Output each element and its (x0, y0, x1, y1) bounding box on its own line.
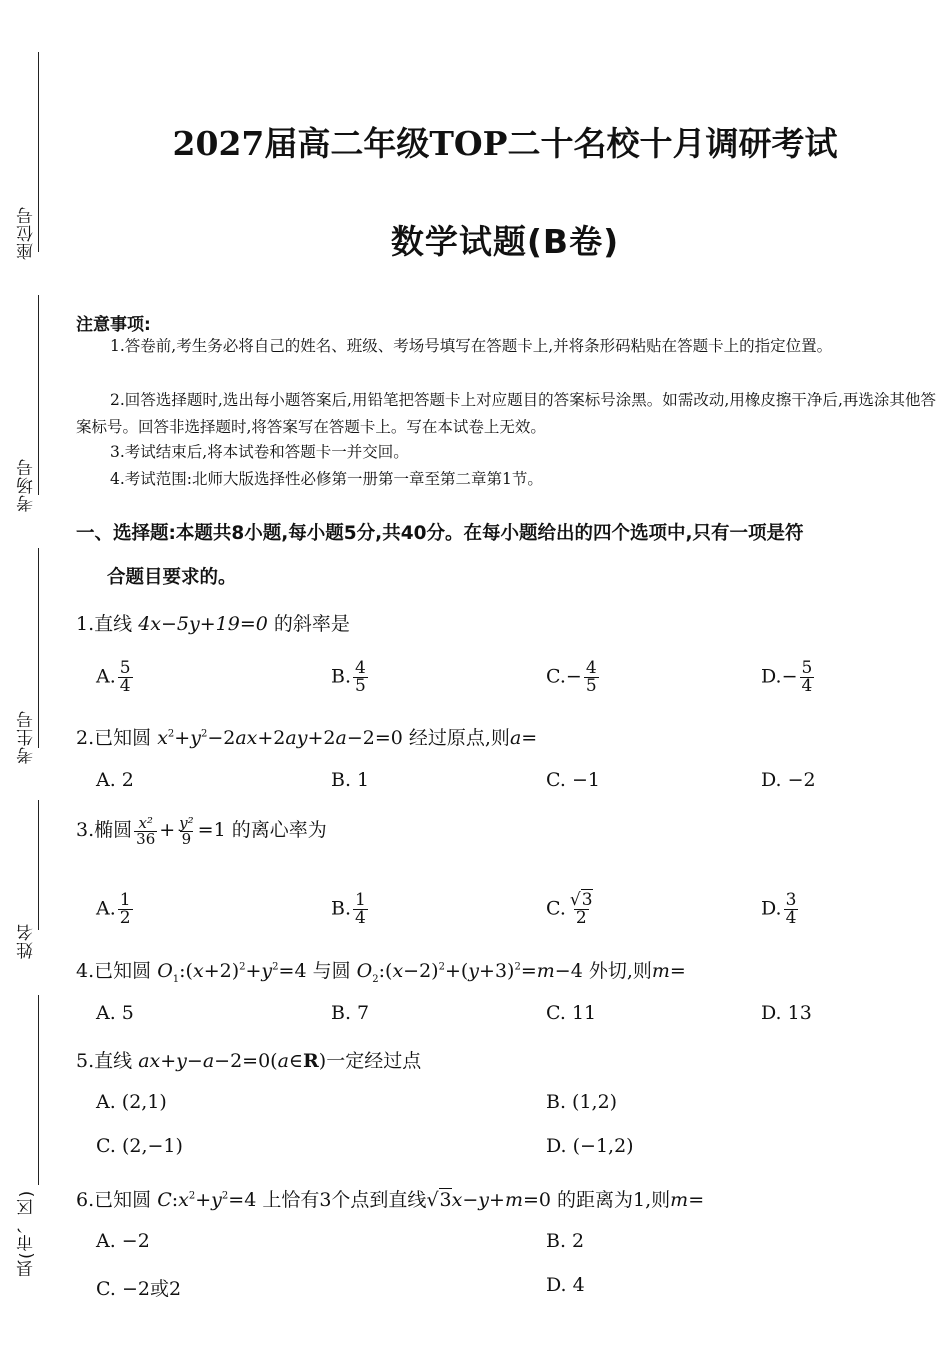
notes-heading: 注意事项: (76, 315, 151, 335)
q3-option-a[interactable]: A. $\frac{1}{2}$ (96, 890, 131, 928)
q2-option-c[interactable]: C. −1 (546, 769, 600, 791)
note-item: 3.考试结束后,将本试卷和答题卡一并交回。 (110, 443, 409, 461)
q6-option-b[interactable]: B. 2 (546, 1230, 585, 1252)
seat-number-label: 座位号 (17, 206, 37, 260)
q2-option-a[interactable]: A. 2 (96, 769, 134, 791)
q1-option-c[interactable]: C.− $\frac{4}{5}$ (546, 658, 597, 696)
question-2: 2.已知圆 $x^2+y^2-2ax+2ay+2a-2=0$ 经过原点,则a= (76, 727, 538, 749)
q6-option-a[interactable]: A. −2 (96, 1230, 150, 1252)
q1-option-b[interactable]: B. $\frac{4}{5}$ (331, 658, 366, 696)
q5-option-d[interactable]: D. (−1,2) (546, 1135, 634, 1157)
q5-option-a[interactable]: A. (2,1) (96, 1091, 167, 1113)
section-heading-line2: 合题目要求的。 (107, 567, 237, 588)
note-item: 4.考试范围:北师大版选择性必修第一册第一章至第二章第1节。 (110, 470, 543, 488)
q4-option-a[interactable]: A. 5 (96, 1002, 134, 1024)
exam-title: 2027届高二年级TOP二十名校十月调研考试 (172, 124, 838, 163)
q5-option-b[interactable]: B. (1,2) (546, 1091, 618, 1113)
margin-line (38, 995, 39, 1185)
student-id-label: 考生号 (17, 710, 37, 764)
q4-option-d[interactable]: D. 13 (761, 1002, 812, 1024)
q6-option-c[interactable]: C. −2或2 (96, 1278, 182, 1300)
q5-equation: ax+y−a−2=0(a∈R) (138, 1050, 327, 1072)
q4-option-b[interactable]: B. 7 (331, 1002, 370, 1024)
question-3: 3.椭圆 $\frac{\text{x²}}{36}$ + $\frac{\text{y²}}{9}$ =1 的离心率为 (76, 813, 327, 848)
q6-line: √3x−y+m=0 (426, 1189, 551, 1211)
q6-option-d[interactable]: D. 4 (546, 1274, 585, 1296)
q2-option-b[interactable]: B. 1 (331, 769, 370, 791)
q4-circle1: $O_1:(x+2)^2+y^2=4$ (157, 960, 307, 985)
q6-circle: $C:x^2+y^2=4$ (157, 1189, 257, 1211)
q3-option-b[interactable]: B. $\frac{1}{4}$ (331, 890, 366, 928)
section-heading-line1: 一、选择题:本题共8小题,每小题5分,共40分。在每小题给出的四个选项中,只有一项是符 (76, 523, 804, 544)
q4-circle2: $O_2:(x-2)^2+(y+3)^2=m-4$ (356, 960, 583, 985)
note-item: 1.答卷前,考生务必将自己的姓名、班级、考场号填写在答题卡上,并将条形码粘贴在答题卡上的指定位置。 (110, 337, 833, 355)
question-5: 5.直线 ax+y−a−2=0(a∈R)一定经过点 (76, 1050, 422, 1072)
q1-equation: 4x−5y+19=0 (138, 613, 268, 635)
q2-equation: $x^2+y^2-2ax+2ay+2a-2=0$ (157, 727, 403, 749)
county-label: 县(市、区) (17, 1189, 37, 1277)
q1-option-a[interactable]: A. $\frac{5}{4}$ (96, 658, 131, 696)
question-1: 1.直线 4x−5y+19=0 的斜率是 (76, 613, 350, 635)
exam-subtitle: 数学试题(B卷) (390, 222, 620, 261)
note-item: 2.回答选择题时,选出每小题答案后,用铅笔把答题卡上对应题目的答案标号涂黑。如需改动,用橡皮擦干净后,再选涂其他答案标号。回答非选择题时,将答案写在答题卡上。写在本试卷上无效。 (76, 391, 936, 436)
exam-room-label: 考场号 (17, 458, 37, 512)
q4-option-c[interactable]: C. 11 (546, 1002, 597, 1024)
name-label: 姓名 (17, 923, 37, 959)
q5-option-c[interactable]: C. (2,−1) (96, 1135, 183, 1157)
question-4: 4.已知圆 $O_1:(x+2)^2+y^2=4$ 与圆 $O_2:(x-2)^2+(y+3)^2=m-4$ 外切,则m= (76, 960, 686, 985)
q3-option-d[interactable]: D. $\frac{3}{4}$ (761, 890, 797, 928)
q2-option-d[interactable]: D. −2 (761, 769, 816, 791)
q1-option-d[interactable]: D.− $\frac{5}{4}$ (761, 658, 813, 696)
section-heading (76, 512, 938, 600)
margin-line (38, 800, 39, 930)
q3-option-c[interactable]: C. $\frac{√3}{2}$ (546, 890, 593, 928)
question-6: 6.已知圆 $C:x^2+y^2=4$ 上恰有3个点到直线√3x−y+m=0 的距离为1,则m= (76, 1189, 705, 1211)
